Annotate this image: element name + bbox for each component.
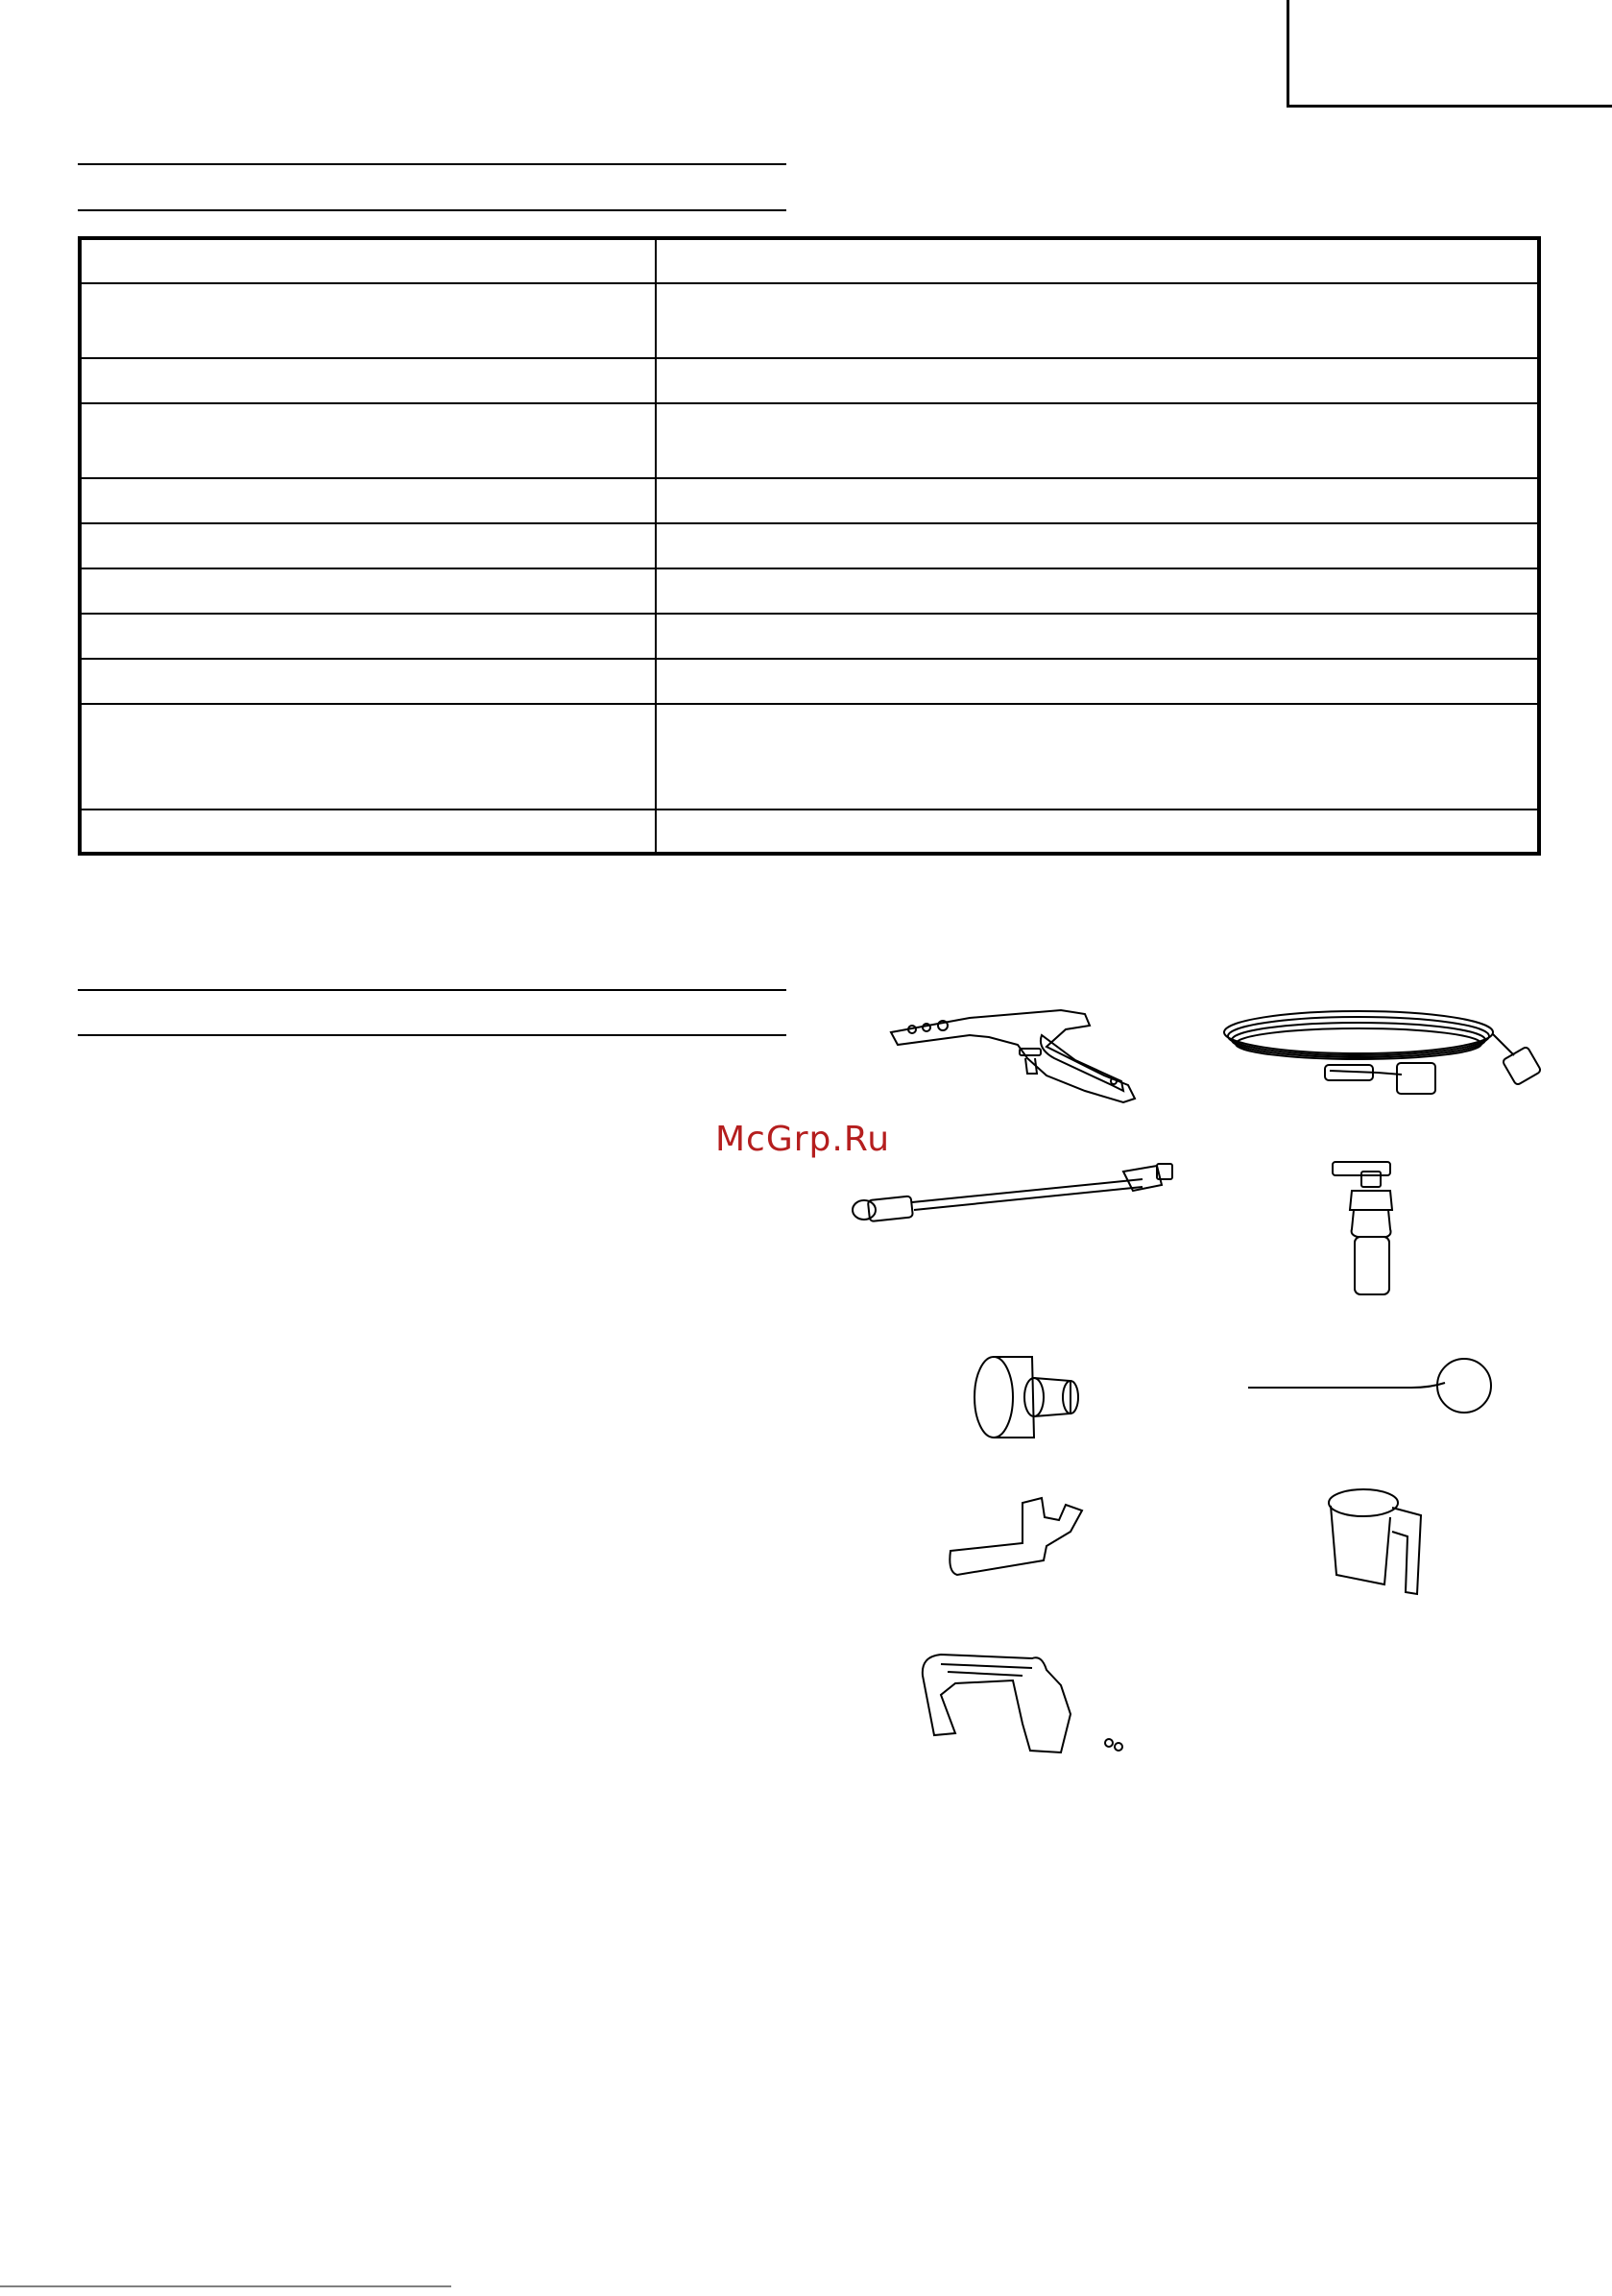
spec-label-cell [80,659,656,704]
table-row [80,523,1539,568]
spec-value-cell [656,523,1539,568]
table-row [80,478,1539,523]
accessories-heading-rule-bottom [78,1034,786,1036]
section-heading-rule-top [78,163,786,165]
spec-label-cell [80,283,656,358]
spec-value-cell [656,614,1539,659]
table-row [80,659,1539,704]
spec-value-cell [656,358,1539,403]
spec-value-cell [656,659,1539,704]
table-row [80,238,1539,283]
table-row [80,810,1539,854]
spec-value-cell [656,478,1539,523]
handle-with-screws-icon [917,1647,1128,1762]
spec-label-cell [80,704,656,810]
detergent-bottle-icon [1323,1152,1419,1306]
spec-value-cell [656,403,1539,478]
spec-label-cell [80,568,656,614]
spray-gun-icon [883,999,1181,1104]
spec-value-cell [656,704,1539,810]
accessories-heading-rule-top [78,989,786,991]
page-number-box [1287,0,1612,108]
spec-label-cell [80,523,656,568]
bottle-holder-icon [1325,1479,1440,1604]
spec-label-cell [80,810,656,854]
spec-label-cell [80,238,656,283]
watermark-text: McGrp.Ru [715,1120,891,1159]
spec-label-cell [80,403,656,478]
lance-icon [845,1152,1191,1229]
nozzle-cleaning-needle-icon [1248,1354,1498,1426]
table-row [80,358,1539,403]
table-row [80,568,1539,614]
table-row [80,403,1539,478]
spec-value-cell [656,238,1539,283]
section-heading-rule-bottom [78,209,786,211]
gun-holder-icon [946,1484,1119,1580]
table-row [80,614,1539,659]
table-row [80,704,1539,810]
specifications-table [78,236,1541,856]
spec-label-cell [80,614,656,659]
footer-rule [0,2278,576,2296]
spec-value-cell [656,283,1539,358]
hose-connector-icon [965,1344,1090,1450]
spec-value-cell [656,810,1539,854]
high-pressure-hose-icon [1215,994,1546,1119]
spec-label-cell [80,478,656,523]
spec-value-cell [656,568,1539,614]
table-row [80,283,1539,358]
spec-label-cell [80,358,656,403]
